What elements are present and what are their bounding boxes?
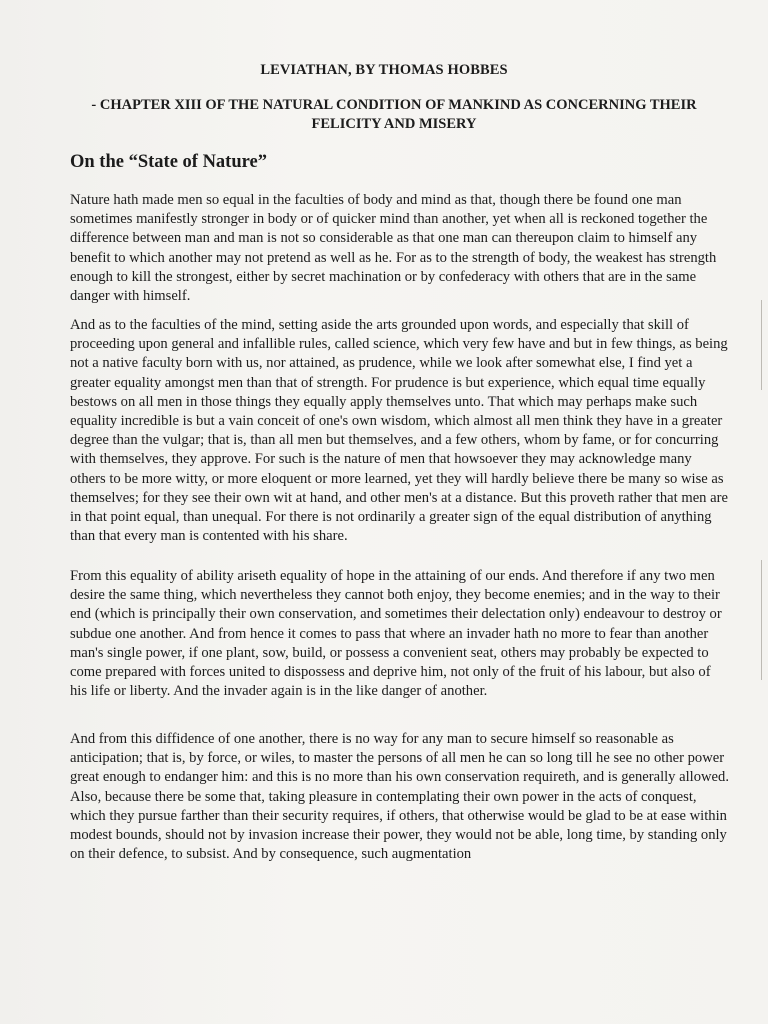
chapter-heading: - CHAPTER XIII OF THE NATURAL CONDITION OF MANKIND AS CONCERNING THEIR FELICITY AND MISERY [91, 97, 697, 132]
scan-edge-mark [761, 560, 762, 680]
scan-edge-mark [761, 300, 762, 390]
paragraph-4: And from this diffidence of one another, there is no way for any man to secure himself so reasonable as anticipation; that is, by force, or wiles, to master the persons of all men he can so long till he see no other power great enough to endanger him: and this is no more than his own conservation requireth, and is generally allowed. Also, because there be some that, taking pleasure in contemplating their own power in the acts of conquest, which they pursue farther than their security requires, if others, that otherwise would be glad to be at ease within modest bounds, should not by invasion increase their power, they would not be able, long time, by standing only on their defence, to subsist. And by consequence, such augmentation [70, 731, 729, 863]
paragraph-1: Nature hath made men so equal in the faculties of body and mind as that, though there be found one man sometimes manifestly stronger in body or of quicker mind than another, yet when all is reckoned together the difference between man and man is not so considerable as that one man can thereupon claim to himself any benefit to which another may not pretend as well as he. For as to the strength of body, the weakest has strength enough to kill the strongest, either by secret machination or by confederacy with others that are in the same danger with himself. [70, 192, 717, 305]
paragraph-2: And as to the faculties of the mind, setting aside the arts grounded upon words, and especially that skill of proceeding upon general and infallible rules, called science, which very few have and but in few things, as being not a native faculty born with us, nor attained, as prudence, while we look after somewhat else, I find yet a greater equality amongst men than that of strength. For prudence is but experience, which equal time equally bestows on all men in those things they equally apply themselves unto. That which may perhaps make such equality incredible is but a vain conceit of one's own wisdom, which almost all men think they have in a greater degree than the vulgar; that is, than all men but themselves, and a few others, whom by fame, or for concurring with themselves, they approve. For such is the nature of men that howsoever they may acknowledge many others to be more witty, or more eloquent or more learned, yet they will hardly believe there be many so wise as themselves; for they see their own wit at hand, and other men's at a distance. But this proveth rather that men are in that point equal, than unequal. For there is not ordinarily a greater sign of the equal distribution of anything than that every man is contented with his share. [70, 317, 728, 545]
paragraph-3: From this equality of ability ariseth equality of hope in the attaining of our ends. And therefore if any two men desire the same thing, which nevertheless they cannot both enjoy, they become enemies; and in the way to their end (which is principally their own conservation, and sometimes their delectation only) endeavour to destroy or subdue one another. And from hence it comes to pass that where an invader hath no more to fear than another man's single power, if one plant, sow, build, or possess a convenient seat, others may probably be expected to come prepared with forces united to dispossess and deprive him, not only of the fruit of his labour, but also of his life or liberty. And the invader again is in the like danger of another. [70, 568, 722, 700]
document-title: LEVIATHAN, BY THOMAS HOBBES [260, 62, 508, 78]
section-heading: On the “State of Nature” [70, 152, 267, 172]
